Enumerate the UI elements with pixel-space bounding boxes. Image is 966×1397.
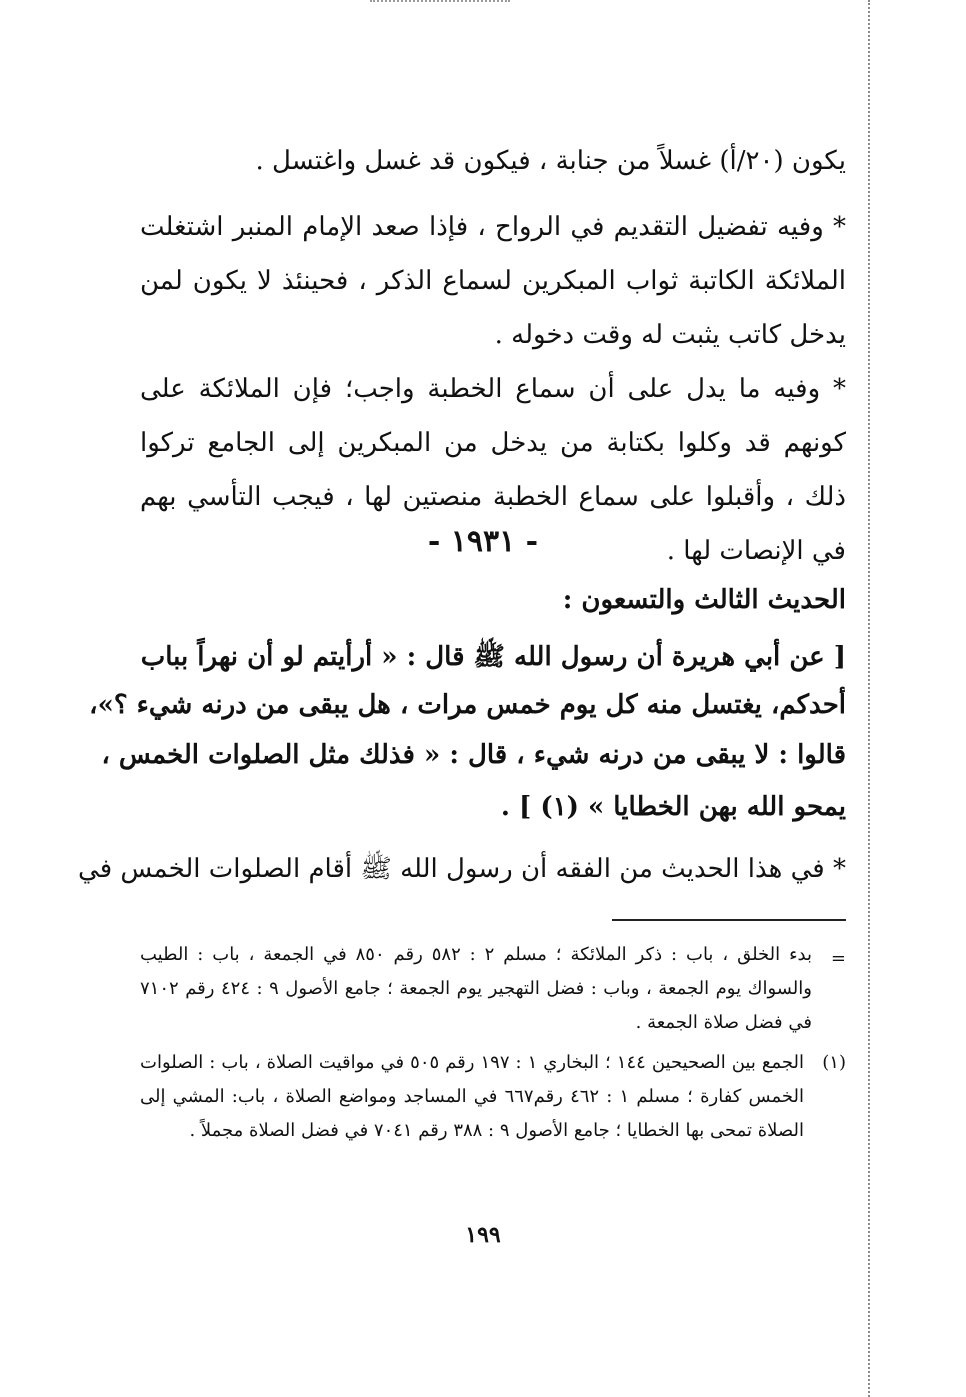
page-edge-dotted-line — [868, 0, 870, 1397]
paragraph-1: يكون (٢٠/أ) غسلاً من جنابة ، فيكون قد غسل واغتسل . — [255, 146, 846, 176]
paragraph-4: * في هذا الحديث من الفقه أن رسول الله ﷺ أقام الصلوات الخمس في — [78, 854, 846, 884]
paragraph-2: * وفيه تفضيل التقديم في الرواح ، فإذا صعد الإمام المنبر اشتغلت الملائكة الكاتبة ثواب المبكرين لسماع الذكر ، فحينئذ لا يكون لمن يدخل كاتب يثبت له وقت دخوله . — [140, 212, 846, 350]
footnote-continuation: بدء الخلق ، باب : ذكر الملائكة ؛ مسلم ٢ : ٥٨٢ رقم ٨٥٠ في الجمعة ، باب : الطيب والسواك يوم الجمعة ، وباب : فضل التهجير يوم الجمعة ؛ جامع الأصول ٩ : ٤٢٤ رقم ٧١٠٢ في فضل صلاة الجمعة . — [140, 944, 812, 1033]
hadith-line-3: قالوا : لا يبقى من درنه شيء ، قال : « فذلك مثل الصلوات الخمس ، — [101, 740, 846, 770]
section-number: - ١٩٣١ - — [427, 524, 539, 559]
hadith-line-1: [ عن أبي هريرة أن رسول الله ﷺ قال : « أرأيتم لو أن نهراً بباب — [140, 642, 846, 672]
footnote-separator — [612, 919, 846, 921]
hadith-heading: الحديث الثالث والتسعون : — [562, 585, 846, 615]
footnote-continuation-marker: = — [830, 948, 846, 969]
hadith-line-4: يمحو الله بهن الخطايا » (١) ] . — [500, 792, 846, 822]
footnote-1-marker: (١) — [822, 1052, 846, 1073]
hadith-line-2: أحدكم، يغتسل منه كل يوم خمس مرات ، هل يبقى من درنه شيء ؟»، — [89, 690, 846, 720]
paragraph-3: * وفيه ما يدل على أن سماع الخطبة واجب؛ فإن الملائكة على كونهم قد وكلوا بكتابة من يدخل من المبكرين إلى الجامع تركوا ذلك ، وأقبلوا على سماع الخطبة منصتين لها ، فيجب التأسي بهم في الإنصات لها . — [140, 374, 846, 566]
footnote-1: الجمع بين الصحيحين ١٤٤ ؛ البخاري ١ : ١٩٧ رقم ٥٠٥ في مواقيت الصلاة ، باب : الصلوات الخمس كفارة ؛ مسلم ١ : ٤٦٢ رقم٦٦٧ في المساجد ومواضع الصلاة ، باب: المشي إلى الصلاة تمحى بها الخطايا ؛ جامع الأصول ٩ : ٣٨٨ رقم ٧٠٤١ في فضل الصلاة مجملاً . — [140, 1052, 805, 1141]
page-number: ١٩٩ — [465, 1222, 501, 1248]
top-scan-marks — [370, 0, 510, 8]
